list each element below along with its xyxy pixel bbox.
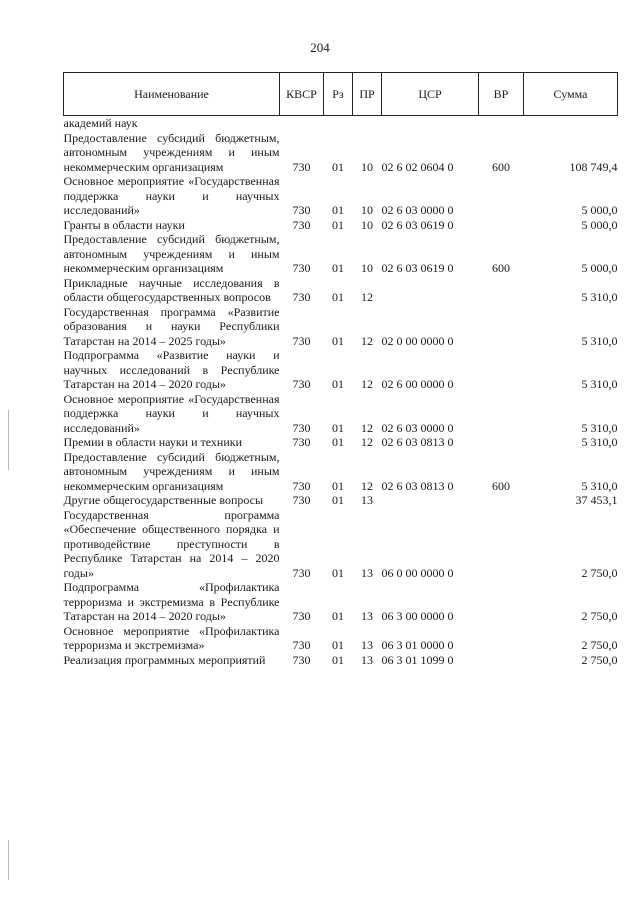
cell-vr	[479, 116, 524, 131]
cell-sum: 5 310,0	[581, 290, 618, 304]
cell-vr	[479, 392, 524, 436]
cell-kvsr: 730	[292, 203, 311, 217]
table-row	[64, 218, 618, 233]
cell-pr: 12	[361, 478, 373, 493]
cell-sum: 5 000,0	[581, 203, 618, 217]
cell-sum: 108 749,4	[569, 159, 618, 174]
cell-name: Премии в области науки и техники	[63, 435, 243, 449]
cell-csr: 02 6 03 0619 0	[381, 217, 454, 232]
header-sum: Сумма	[524, 73, 618, 116]
cell-rz: 01	[332, 377, 344, 391]
cell-pr: 10	[361, 159, 373, 174]
scan-edge-mark	[8, 840, 9, 880]
cell-vr	[479, 435, 524, 450]
cell-csr: 02 6 00 0000 0	[381, 377, 454, 391]
table-row	[64, 232, 618, 276]
cell-kvsr: 730	[292, 159, 311, 174]
cell-kvsr: 730	[292, 478, 311, 493]
cell-rz: 01	[332, 652, 344, 667]
cell-rz: 01	[332, 420, 344, 435]
cell-csr: 06 3 01 1099 0	[381, 652, 454, 667]
cell-csr: 02 6 03 0813 0	[381, 478, 454, 493]
cell-name: Основное мероприятие «Профилактика терроризма и экстремизма»	[63, 623, 280, 652]
cell-name: Прикладные научные исследования в области общегосударственных вопросов	[63, 275, 280, 304]
cell-name: Подпрограмма «Развитие науки и научных исследований в Республике Татарстан на 2014 – 2020 годы»	[63, 348, 280, 391]
cell-sum: 2 750,0	[581, 609, 618, 623]
table-row	[64, 305, 618, 349]
cell-pr: 13	[361, 638, 373, 652]
cell-sum: 5 310,0	[581, 333, 618, 348]
cell-sum: 2 750,0	[581, 638, 618, 652]
cell-kvsr	[280, 116, 324, 131]
cell-vr	[479, 218, 524, 233]
cell-pr: 13	[361, 609, 373, 623]
cell-name: Основное мероприятие «Государственная поддержка науки и научных исследований»	[63, 174, 280, 217]
table-row	[64, 276, 618, 305]
table-row	[64, 348, 618, 392]
cell-pr: 12	[361, 290, 373, 304]
table-row	[64, 392, 618, 436]
cell-name: Реализация программных мероприятий	[63, 652, 266, 667]
cell-csr: 02 6 02 0604 0	[381, 159, 454, 174]
cell-rz: 01	[332, 435, 344, 449]
header-csr: ЦСР	[382, 73, 479, 116]
scan-edge-mark	[8, 410, 9, 470]
cell-rz: 01	[332, 493, 344, 507]
cell-name: Государственная программа «Развитие образования и науки Республики Татарстан на 2014 – 2025 годы»	[63, 304, 280, 348]
cell-name: Предоставление субсидий бюджетным, автономным учреждениям и иным некоммерческим организациям	[63, 232, 280, 275]
cell-kvsr: 730	[292, 638, 311, 652]
cell-pr: 12	[361, 420, 373, 435]
header-name: Наименование	[64, 73, 280, 116]
page-number: 204	[310, 40, 330, 55]
cell-csr: 06 0 00 0000 0	[381, 565, 454, 580]
cell-pr: 12	[361, 377, 373, 391]
cell-kvsr: 730	[292, 290, 311, 304]
header-pr: ПР	[353, 73, 382, 116]
cell-csr	[382, 276, 479, 305]
cell-pr: 12	[361, 435, 373, 449]
cell-kvsr: 730	[292, 493, 311, 507]
cell-vr	[479, 348, 524, 392]
table-header-row	[64, 73, 618, 116]
cell-vr	[479, 508, 524, 581]
cell-kvsr: 730	[292, 609, 311, 623]
table-row	[64, 131, 618, 175]
cell-rz: 01	[332, 638, 344, 652]
cell-kvsr: 730	[292, 435, 311, 449]
cell-vr: 600	[492, 159, 510, 174]
cell-csr: 06 3 00 0000 0	[381, 609, 454, 623]
table-row	[64, 508, 618, 581]
cell-kvsr: 730	[292, 261, 311, 275]
cell-kvsr: 730	[292, 333, 311, 348]
cell-csr: 02 6 03 0000 0	[381, 420, 454, 435]
table-row	[64, 435, 618, 450]
cell-csr: 02 0 00 0000 0	[381, 333, 454, 348]
cell-pr: 10	[361, 203, 373, 217]
cell-sum: 5 000,0	[581, 261, 618, 275]
cell-sum: 2 750,0	[581, 652, 618, 667]
cell-kvsr: 730	[292, 420, 311, 435]
cell-rz	[324, 116, 353, 131]
cell-vr: 600	[492, 261, 510, 275]
cell-rz: 01	[332, 217, 344, 232]
cell-name: Основное мероприятие «Государственная поддержка науки и научных исследований»	[63, 391, 280, 435]
cell-csr	[382, 116, 479, 131]
cell-vr	[479, 276, 524, 305]
cell-rz: 01	[332, 478, 344, 493]
table-row	[64, 653, 618, 668]
cell-pr: 10	[361, 217, 373, 232]
budget-table	[63, 72, 618, 667]
header-vr: ВР	[479, 73, 524, 116]
cell-rz: 01	[332, 565, 344, 580]
cell-sum: 5 310,0	[581, 420, 618, 435]
cell-vr	[479, 653, 524, 668]
cell-csr	[382, 493, 479, 508]
cell-kvsr: 730	[292, 652, 311, 667]
cell-name: Другие общегосударственные вопросы	[63, 493, 264, 507]
cell-sum: 5 310,0	[581, 377, 618, 391]
header-rz: Рз	[324, 73, 353, 116]
table-row	[64, 116, 618, 131]
cell-sum: 2 750,0	[581, 565, 618, 580]
cell-rz: 01	[332, 290, 344, 304]
cell-csr: 02 6 03 0813 0	[381, 435, 454, 449]
cell-sum: 37 453,1	[575, 493, 618, 507]
cell-rz: 01	[332, 159, 344, 174]
table-row	[64, 174, 618, 218]
cell-name: академий наук	[63, 116, 138, 130]
cell-name: Подпрограмма «Профилактика терроризма и экстремизма в Республике Татарстан на 2014 – 2020 годы»	[63, 580, 280, 623]
cell-kvsr: 730	[292, 377, 311, 391]
table-row	[64, 624, 618, 653]
cell-vr: 600	[492, 478, 510, 493]
cell-rz: 01	[332, 203, 344, 217]
cell-csr: 06 3 01 0000 0	[381, 638, 454, 652]
cell-vr	[479, 624, 524, 653]
cell-sum: 5 310,0	[581, 478, 618, 493]
table-row	[64, 450, 618, 494]
cell-sum	[524, 116, 618, 131]
cell-csr: 02 6 03 0619 0	[381, 261, 454, 275]
cell-pr: 12	[361, 333, 373, 348]
cell-csr: 02 6 03 0000 0	[381, 203, 454, 217]
cell-name: Государственная программа «Обеспечение общественного порядка и противодействие преступности в Республике Татарстан на 2014 – 2020 годы»	[63, 507, 280, 580]
cell-pr	[353, 116, 382, 131]
cell-vr	[479, 580, 524, 624]
cell-kvsr: 730	[292, 217, 311, 232]
cell-vr	[479, 493, 524, 508]
cell-vr	[479, 305, 524, 349]
cell-kvsr: 730	[292, 565, 311, 580]
cell-name: Предоставление субсидий бюджетным, автономным учреждениям и иным некоммерческим организациям	[63, 449, 280, 493]
cell-name: Предоставление субсидий бюджетным, автономным учреждениям и иным некоммерческим организациям	[63, 130, 280, 174]
cell-sum: 5 000,0	[581, 217, 618, 232]
cell-rz: 01	[332, 261, 344, 275]
header-kvsr: КВСР	[280, 73, 324, 116]
cell-rz: 01	[332, 609, 344, 623]
table-row	[64, 580, 618, 624]
cell-name: Гранты в области науки	[63, 217, 185, 232]
cell-pr: 13	[361, 652, 373, 667]
table-row	[64, 493, 618, 508]
cell-sum: 5 310,0	[581, 435, 618, 449]
cell-pr: 13	[361, 565, 373, 580]
cell-vr	[479, 174, 524, 218]
cell-pr: 10	[361, 261, 373, 275]
cell-rz: 01	[332, 333, 344, 348]
cell-pr: 13	[361, 493, 373, 507]
